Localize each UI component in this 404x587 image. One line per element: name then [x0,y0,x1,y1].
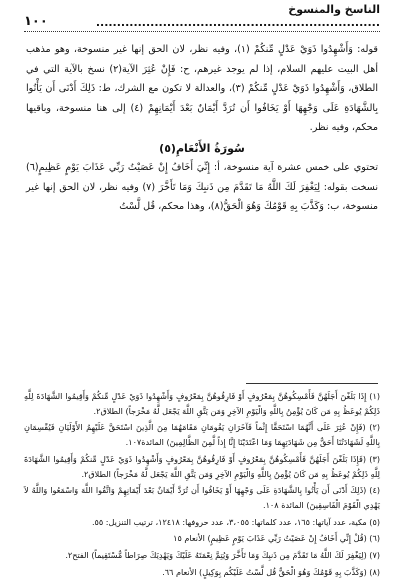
paragraph-1: قوله: وَأَشْهِدُوا ذَوَيْ عَدْلٍ مِّنكُمْ (١)، وفيه نظر، لان الحق إنها غير منسوخة، وهو مذهب أهل البيت عليهم السلام، إذا لم يوجد غيرهم، ح: فَإِنْ عُثِرَ الآية(٢) نسخ بالآية التي في الطلاق، وَأَشْهِدُوا ذَوَيْ عَدْلٍ مِّنكُمْ (٣)، والعدالة لا تكون مع الشرك، ط: ذَلِكَ أَدْنَى أَن يَأْتُوا بِالشَّهَادَةِ عَلَى وَجْهِهَا أَوْ يَخَافُوا أَن تُرَدَّ أَيْمَانٌ بَعْدَ أَيْمَانِهِمْ (٤) إلى هنا منسوخة، وباقيها محكم، وفيه نظر. [26,44,379,134]
footnote-7: (٧) (لِيَغْفِرَ لَكَ اللَّهُ مَا تَقَدَّمَ مِن ذَنبِكَ وَمَا تَأَخَّرَ وَيُتِمَّ نِعْمَتَهُ عَلَيْكَ وَيَهْدِيَكَ صِرَاطاً مُّسْتَقِيماً) الفتح٢. [65,550,380,561]
footnote-separator [246,383,378,384]
footnote-3: (٣) (فَإِذَا بَلَغْنَ أَجَلَهُنَّ فَأَمْسِكُوهُنَّ بِمَعْرُوفٍ أَوْ فَارِقُوهُنَّ بِمَعْرُوفٍ وَأَشْهِدُوا ذَوَيْ عَدْلٍ مِّنكُمْ وَأَقِيمُوا الشَّهَادَةَ لِلَّهِ ذَلِكُمْ يُوعَظُ بِهِ مَن كَانَ يُؤْمِنُ بِاللَّهِ وَالْيَوْمِ الآخِرِ وَمَن يَتَّقِ اللَّهَ يَجْعَل لَّهُ مَخْرَجاً) الطلاق٢. [24,453,380,479]
footnote-2: (٢) (فَإِنْ عُثِرَ عَلَى أَنَّهُمَا اسْتَحَقَّا إِثْماً فَآخَرَانِ يَقُومَانِ مَقَامَهُمَا مِنَ الَّذِينَ اسْتَحَقَّ عَلَيْهِمُ الأَوْلَيَانِ فَيُقْسِمَانِ بِاللَّهِ لَشَهَادَتُنَا أَحَقُّ مِن شَهَادَتِهِمَا وَمَا اعْتَدَيْنَا إِنَّا إِذاً لَّمِنَ الظَّالِمِينَ) المائدة١٠٧. [24,422,380,448]
page-header [24,3,380,32]
main-text [26,40,378,217]
page-number: ١٠٠ [24,14,48,29]
footnote-4: (٤) (ذَلِكَ أَدْنَى أَن يَأْتُوا بِالشَّهَادَةِ عَلَى وَجْهِهَا أَوْ يَخَافُوا أَن تُرَدَّ أَيْمَانٌ بَعْدَ أَيْمَانِهِمْ وَاتَّقُوا اللَّهَ وَاسْمَعُوا وَاللَّهُ لاَ يَهْدِي الْقَوْمَ الْفَاسِقِينَ) المائدة ١٠٨. [24,485,380,510]
footnote-1: (١) إِذَا بَلَغْنَ أَجَلَهُنَّ فَأَمْسِكُوهُنَّ بِمَعْرُوفٍ أَوْ فَارِقُوهُنَّ بِمَعْرُوفٍ وَأَشْهِدُوا ذَوَيْ عَدْلٍ مِّنكُمْ وَأَقِيمُوا الشَّهَادَةَ لِلَّهِ ذَلِكُمْ يُوعَظُ بِهِ مَن كَانَ يُؤْمِنُ بِاللَّهِ وَالْيَوْمِ الآخِرِ وَمَن يَتَّقِ اللَّهَ يَجْعَل لَّهُ مَخْرَجاً) الطلاق٢. [24,391,380,416]
footnote-6: (٦) (قُلْ إِنِّي أَخَافُ إِنْ عَصَيْتُ رَبِّي عَذَابَ يَوْمٍ عَظِيمٍ) الأنعام ١٥ [173,533,380,544]
running-title: الناسخ والمنسوخ .................................................................... [95,3,380,29]
footnotes [24,389,380,581]
footnote-5: (٥) مكية، عدد آياتها: ١٦٥، عدد كلماتها: ٣،٠٥٥، عدد حروفها: ١٢٤١٨، ترتيب التنزيل: ٥٥. [91,516,380,527]
footnote-8: (٨) (وَكَذَّبَ بِهِ قَوْمُكَ وَهُوَ الْحَقُّ قُل لَّسْتُ عَلَيْكُم بِوَكِيلٍ) الأنعام ٦٦. [162,566,380,577]
surah-title: سُورَةُ الأَنْعَامِ(٥) [159,141,245,155]
paragraph-2: تحتوي على خمس عشرة آية منسوخة، أ: إِنِّيَ أَخَافُ إِنْ عَصَيْتُ رَبِّي عَذَابَ يَوْمٍ عَظِيمٍ(٦) نسخت بقوله: لِيَغْفِرَ لَكَ اللَّهُ مَا تَقَدَّمَ مِن ذَنبِكَ وَمَا تَأَخَّرَ (٧) وفيه نظر، لان الحق إنها غير منسوخة، ب: وَكَذَّبَ بِهِ قَوْمُكَ وَهُوَ الْحَقُّ(٨)، وهذا محكم، قُل لَّسْتُ [26,161,379,213]
